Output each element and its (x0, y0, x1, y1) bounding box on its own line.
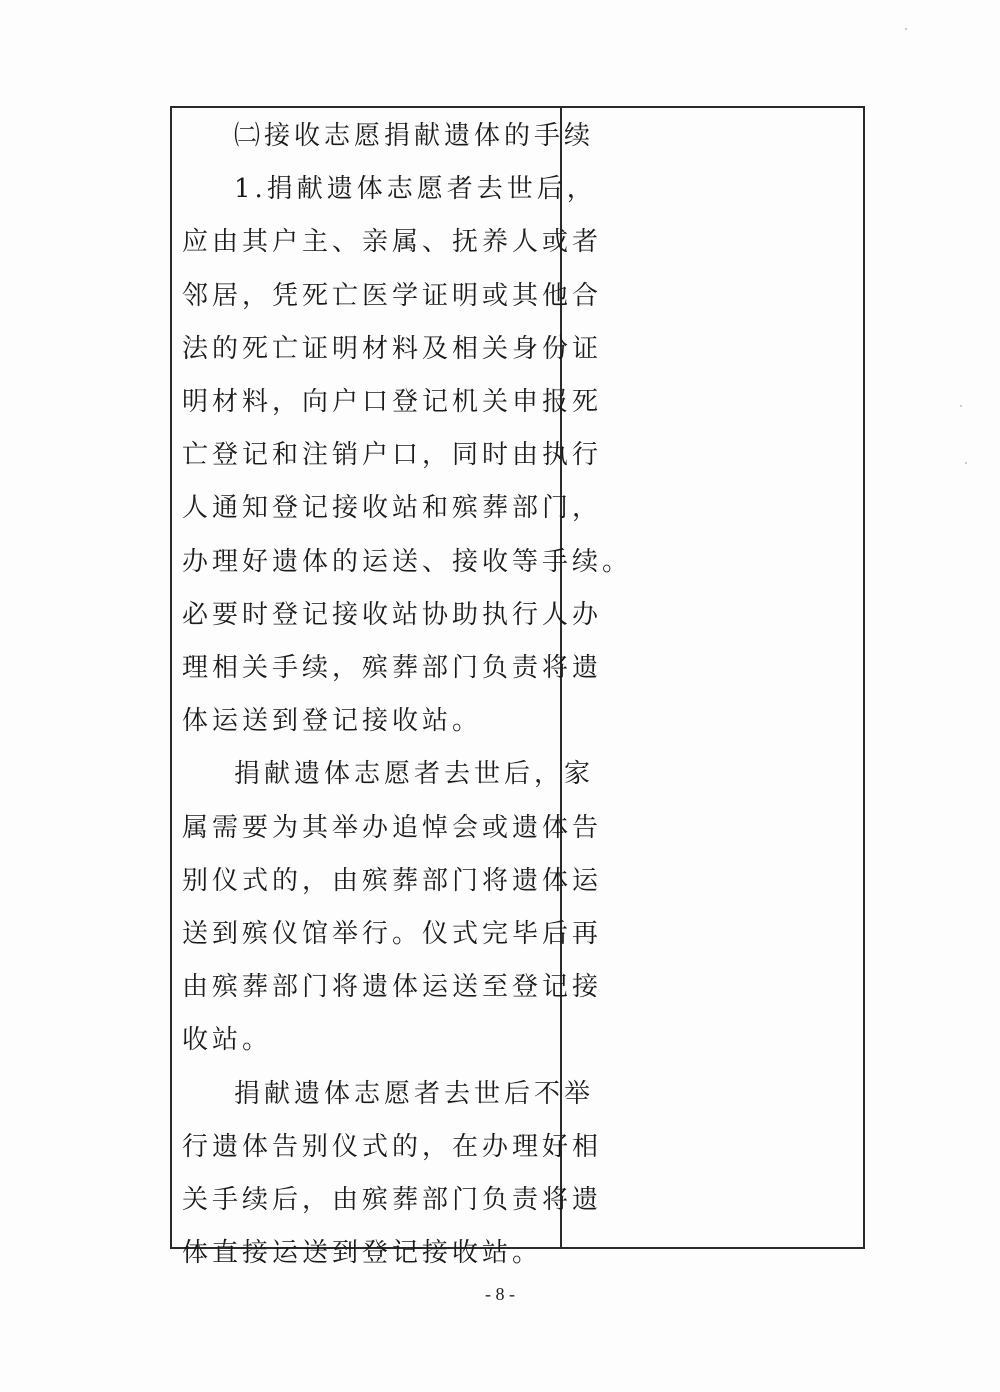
paragraph-line: 捐献遗体志愿者去世后不举 (234, 1078, 595, 1109)
paragraph-line: 法的死亡证明材料及相关身份证 (182, 333, 603, 364)
page-number: - 8 - (485, 1284, 515, 1304)
paragraph-line: 邻居，凭死亡医学证明或其他合 (182, 280, 603, 311)
paragraph-line: 收站。 (182, 1025, 273, 1056)
paragraph-line: 别仪式的，由殡葬部门将遗体运 (182, 865, 603, 896)
paragraph-line: 理相关手续，殡葬部门负责将遗 (182, 653, 603, 683)
scan-speck (965, 462, 967, 464)
table-cell-right (562, 108, 863, 1247)
paragraph-line: 明材料，向户口登记机关申报死 (182, 387, 603, 417)
paragraph-line: 捐献遗体志愿者去世后，家 (234, 759, 595, 790)
paragraph-line: 亡登记和注销户口，同时由执行 (182, 440, 603, 471)
scan-speck (905, 28, 907, 30)
paragraph-line: 送到殡仪馆举行。仪式完毕后再 (182, 919, 603, 949)
paragraph-line: 必要时登记接收站协助执行人办 (182, 599, 603, 630)
paragraph-line: 体直接运送到登记接收站。 (182, 1238, 543, 1269)
paragraph-line: 办理好遗体的运送、接收等手续。 (182, 546, 633, 577)
paragraph-line: 应由其户主、亲属、抚养人或者 (182, 227, 603, 258)
paragraph-line: 人通知登记接收站和殡葬部门， (182, 493, 603, 524)
paragraph-line: 由殡葬部门将遗体运送至登记接 (182, 972, 603, 1003)
paragraph-line: 行遗体告别仪式的，在办理好相 (182, 1131, 603, 1162)
content-table (170, 106, 865, 1269)
table-cell-left (172, 108, 633, 1269)
section-heading: ㈡接收志愿捐献遗体的手续 (234, 121, 595, 151)
paragraph-line: 体运送到登记接收站。 (182, 706, 483, 737)
paragraph-line: 关手续后，由殡葬部门负责将遗 (182, 1185, 603, 1215)
paragraph-line: 1.捐献遗体志愿者去世后， (234, 174, 597, 205)
scan-speck (960, 405, 962, 407)
paragraph-line: 属需要为其举办追悼会或遗体告 (182, 812, 603, 843)
